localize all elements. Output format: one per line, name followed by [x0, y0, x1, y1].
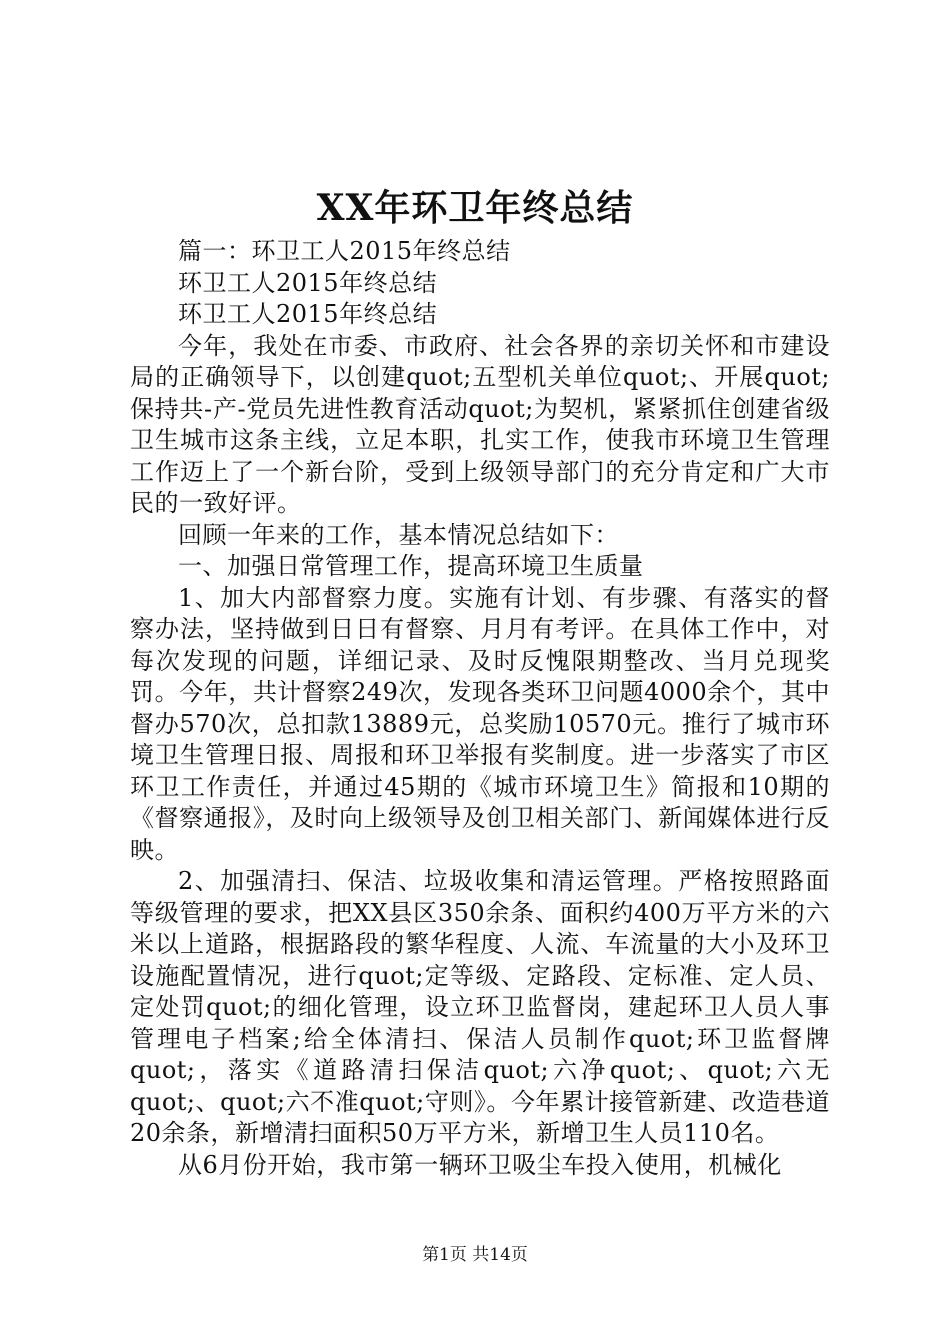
body-paragraph: 回顾一年来的工作，基本情况总结如下：: [178, 520, 619, 549]
document-body: [130, 236, 830, 1181]
section-heading: 篇一：环卫工人2015年终总结: [178, 237, 511, 265]
body-paragraph: 从6月份开始，我市第一辆环卫吸尘车投入使用，机械化: [178, 1150, 782, 1179]
page-number-footer: 第1页 共14页: [422, 1245, 528, 1265]
body-paragraph: 1、加大内部督察力度。实施有计划、有步骤、有落实的督察办法，坚持做到日日有督察、月月有考评。在具体工作中，对每次发现的问题，详细记录、及时反愧限期整改、当月兑现奖罚。今年，共计督察249次，发现各类环卫问题4000余个，其中督办570次，总扣款13889元，总奖励10570元。推行了城市环境卫生管理日报、周报和环卫举报有奖制度。进一步落实了市区环卫工作责任，并通过45期的《城市环境卫生》简报和10期的《督察通报》，及时向上级领导及创卫相关部门、新闻媒体进行反映。: [130, 583, 830, 864]
body-paragraph: 2、加强清扫、保洁、垃圾收集和清运管理。严格按照路面等级管理的要求，把XX县区350余条、面积约400万平方米的六米以上道路，根据路段的繁华程度、人流、车流量的大小及环卫设施配置情况，进行quot;定等级、定路段、定标准、定人员、定处罚quot;的细化管理，设立环卫监督岗，建起环卫人员人事管理电子档案;给全体清扫、保洁人员制作quot;环卫监督牌quot;，落实《道路清扫保洁quot;六净quot;、quot;六无quot;、quot;六不准quot;守则》。今年累计接管新建、改造巷道20余条，新增清扫面积50万平方米，新增卫生人员110名。: [130, 867, 830, 1147]
document-title: XX年环卫年终总结: [316, 187, 634, 229]
body-paragraph: 今年，我处在市委、市政府、社会各界的亲切关怀和市建设局的正确领导下，以创建quot;五型机关单位quot;、开展quot;保持共-产-党员先进性教育活动quot;为契机，紧紧抓住创建省级卫生城市这条主线，立足本职，扎实工作，使我市环境卫生管理工作迈上了一个新台阶，受到上级领导部门的充分肯定和广大市民的一致好评。: [130, 331, 830, 517]
subtitle-line: 环卫工人2015年终总结: [178, 268, 438, 297]
subtitle-line: 环卫工人2015年终总结: [178, 300, 438, 328]
section-heading: 一、加强日常管理工作，提高环境卫生质量: [178, 552, 644, 580]
